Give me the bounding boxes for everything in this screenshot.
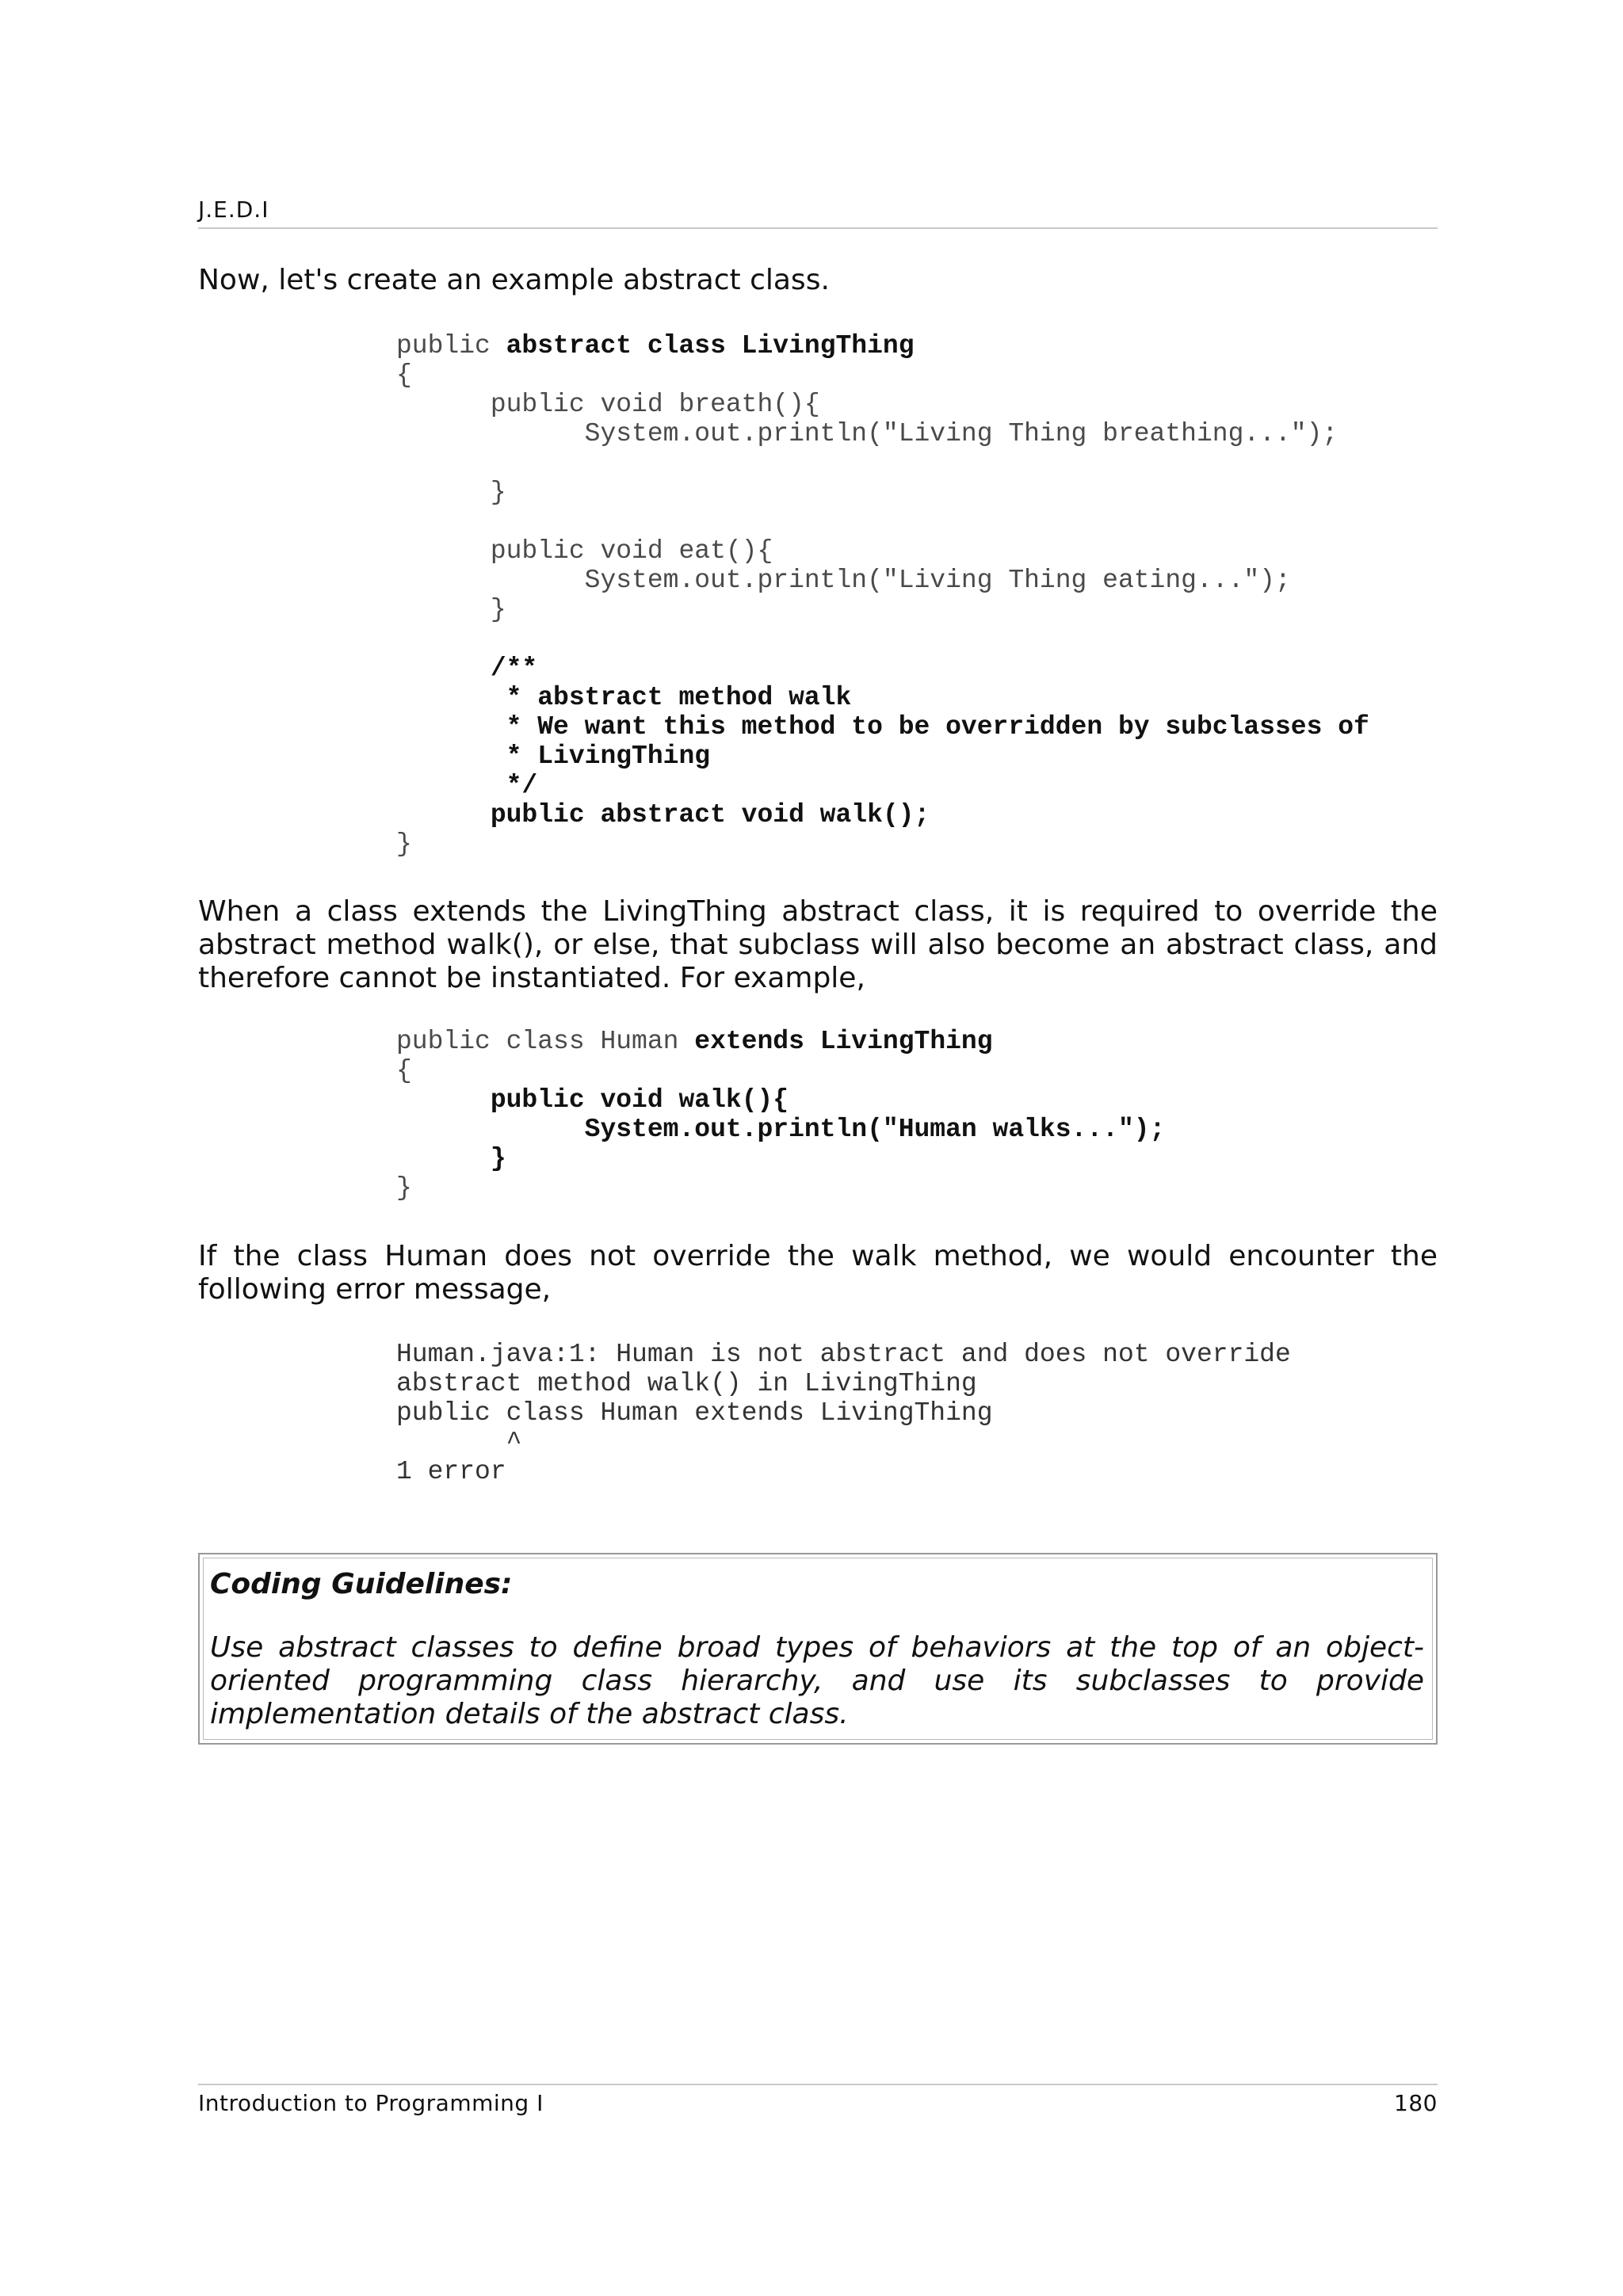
code-line: } (396, 830, 412, 859)
code-comment: /** (396, 654, 538, 683)
footer-book-title: Introduction to Programming I (198, 2090, 544, 2116)
code-line-bold: abstract class LivingThing (506, 331, 915, 360)
code-line: Human.java:1: Human is not abstract and does not override (396, 1340, 1291, 1369)
code-line: { (396, 360, 412, 390)
code-line: public void breath(){ (396, 390, 820, 419)
code-line: } (396, 595, 506, 624)
code-line: public (396, 331, 506, 360)
code-line: ^ (396, 1428, 522, 1457)
code-line: public class Human (396, 1027, 695, 1056)
code-line: System.out.println("Living Thing breathing..."); (396, 419, 1338, 448)
extends-paragraph: When a class extends the LivingThing abstract class, it is required to override the abstract method walk(), or else, that subclass will also become an abstract class, and therefore cannot be instantiated. For example, (198, 895, 1438, 994)
code-line-bold: public abstract void walk(); (396, 800, 930, 830)
code-line: } (396, 1173, 412, 1203)
code-line: public void eat(){ (396, 536, 773, 566)
intro-paragraph: Now, let's create an example abstract class. (198, 264, 830, 296)
footer-page-number: 180 (1394, 2090, 1438, 2116)
coding-guidelines-content (203, 1558, 1433, 1740)
code-line: System.out.println("Living Thing eating..."); (396, 566, 1291, 595)
code-line: } (396, 478, 506, 507)
code-line: { (396, 1056, 412, 1085)
code-block-livingthing (396, 331, 1369, 859)
document-page (198, 0, 1438, 2296)
code-line-bold: extends LivingThing (694, 1027, 993, 1056)
coding-guidelines-box (198, 1553, 1438, 1745)
coding-guidelines-body: Use abstract classes to define broad types of behaviors at the top of an object-oriented programming class hierarchy, and use its subclasses to provide implementation details of the abstract class. (210, 1631, 1424, 1730)
error-output-block (396, 1340, 1291, 1486)
page-header (198, 196, 1438, 229)
code-comment: */ (396, 771, 538, 800)
code-line-bold: System.out.println("Human walks..."); (396, 1115, 1166, 1144)
code-line: abstract method walk() in LivingThing (396, 1369, 977, 1398)
page-footer (198, 2084, 1438, 2116)
code-comment: * LivingThing (396, 742, 711, 771)
code-comment: * We want this method to be overridden by subclasses of (396, 712, 1369, 742)
error-intro-paragraph: If the class Human does not override the walk method, we would encounter the following error message, (198, 1240, 1438, 1306)
code-block-human (396, 1027, 1165, 1203)
code-line-bold: } (396, 1144, 506, 1173)
code-line-bold: public void walk(){ (396, 1085, 789, 1115)
coding-guidelines-title: Coding Guidelines: (210, 1568, 513, 1600)
header-title: J.E.D.I (198, 196, 269, 223)
code-line: public class Human extends LivingThing (396, 1398, 993, 1428)
code-line: 1 error (396, 1457, 506, 1486)
code-comment: * abstract method walk (396, 683, 852, 712)
